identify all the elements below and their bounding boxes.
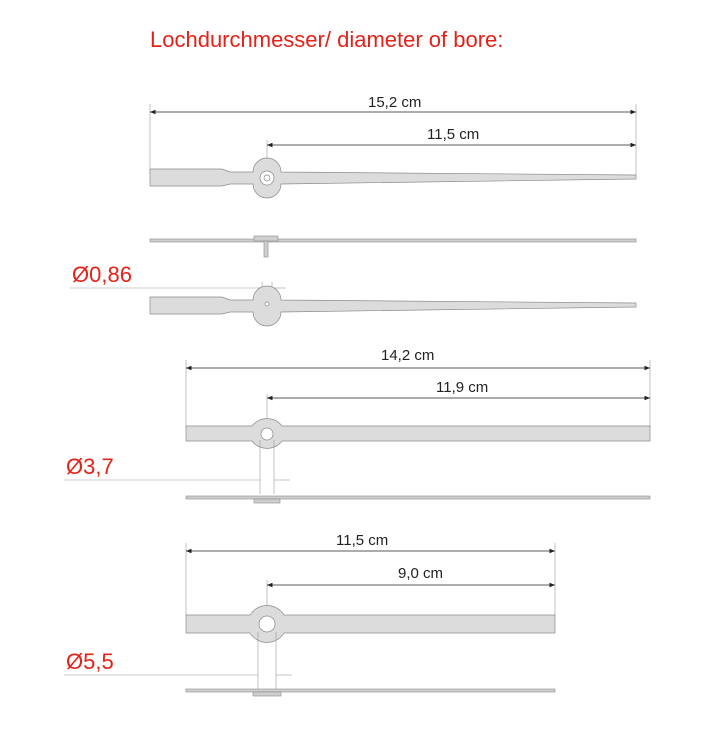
hand-1-side-collar xyxy=(254,236,278,241)
hand-1-side-view xyxy=(150,239,636,242)
hand-3-side-collar xyxy=(253,692,281,696)
hand-1-tip-length: 11,5 cm xyxy=(427,126,480,143)
hand-2-side-view xyxy=(186,496,650,499)
hand-3-bore-label: Ø5,5 xyxy=(66,649,114,674)
hand-3-side-view xyxy=(186,689,555,692)
page-title: Lochdurchmesser/ diameter of bore: xyxy=(150,27,504,52)
hand-1-bore-inner xyxy=(264,175,270,181)
hand-1-group xyxy=(70,94,636,326)
hand-3-total-length: 11,5 cm xyxy=(336,532,389,549)
hand-2-total-length: 14,2 cm xyxy=(381,347,435,364)
hand-2-bore-hole xyxy=(261,428,273,440)
hand-2-tip-length: 11,9 cm xyxy=(436,379,489,396)
hand-3-group xyxy=(64,532,555,696)
hand-1-top-view xyxy=(150,158,636,198)
hand-1-bottom-view xyxy=(150,286,636,326)
hand-1-bore-label: Ø0,86 xyxy=(72,262,132,287)
hand-1-bore-small xyxy=(265,302,269,306)
hand-1-total-length: 15,2 cm xyxy=(368,94,422,111)
hand-2-top-view xyxy=(186,419,650,449)
hand-2-group xyxy=(64,347,650,503)
hand-1-side-pin xyxy=(264,241,268,257)
hand-3-bore-hole xyxy=(259,616,275,632)
hand-3-tip-length: 9,0 cm xyxy=(398,565,444,582)
hand-2-side-collar xyxy=(254,499,280,503)
hand-3-top-view xyxy=(186,606,555,643)
hand-2-bore-label: Ø3,7 xyxy=(66,454,114,479)
